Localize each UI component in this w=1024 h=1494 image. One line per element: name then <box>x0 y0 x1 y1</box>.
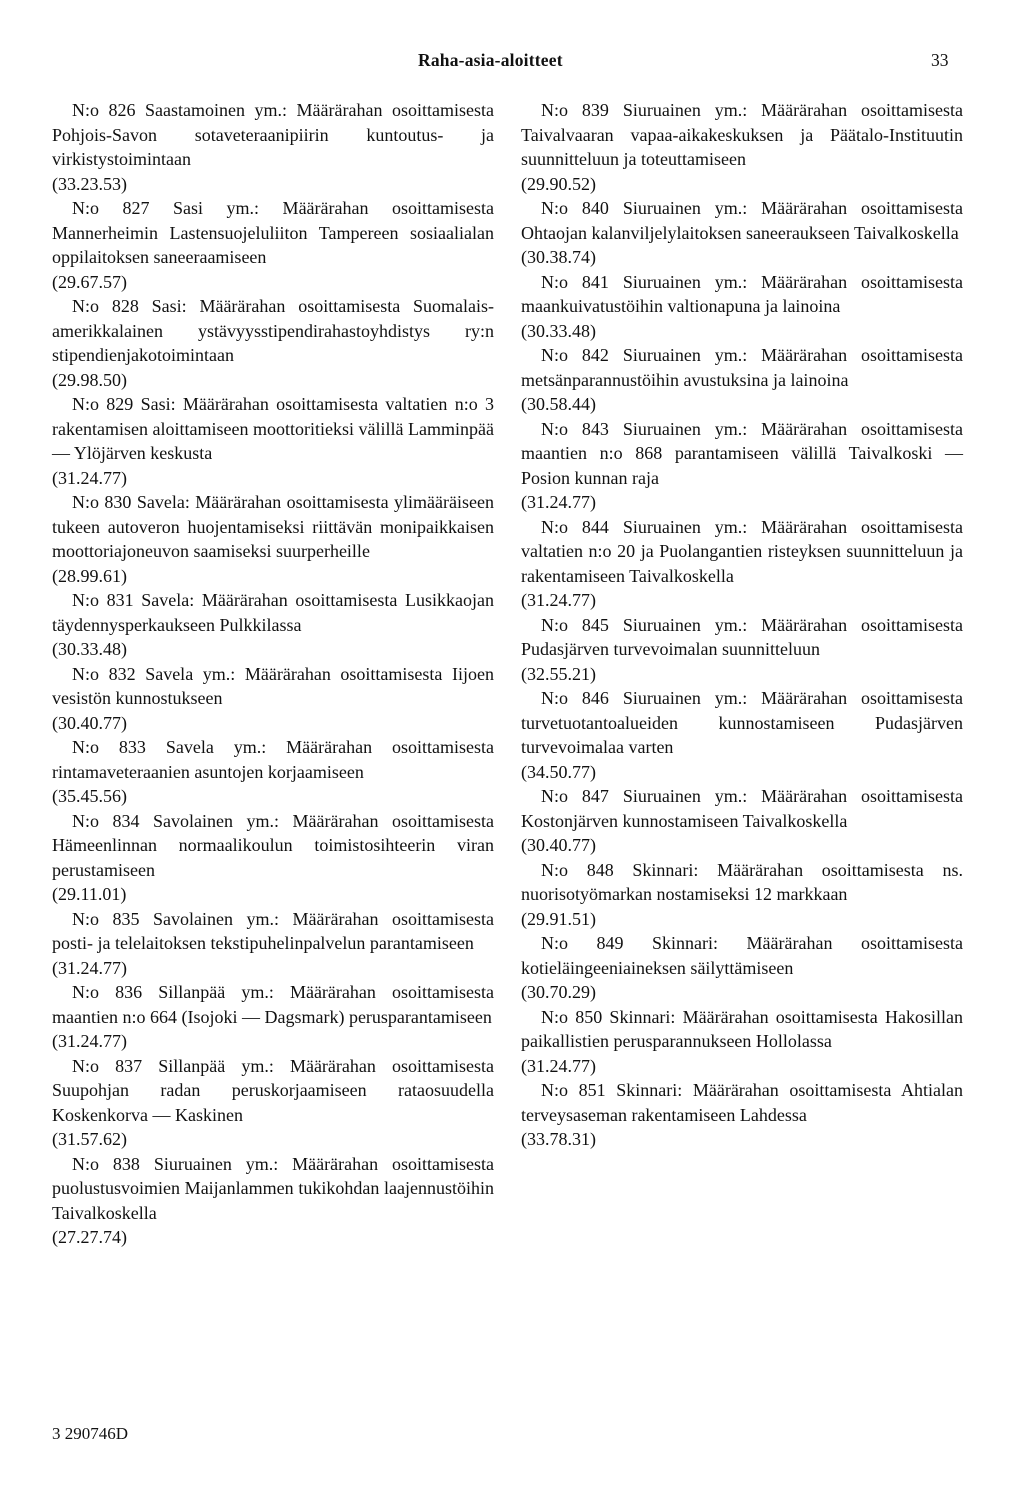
entry-text: N:o 851 Skinnari: Määrärahan osoittamisesta Ahtialan terveysaseman rakentamiseen Lahdessa <box>521 1080 963 1125</box>
budget-code: (34.50.77) <box>521 761 596 782</box>
list-item <box>52 809 494 907</box>
budget-code: (29.11.01) <box>52 884 127 904</box>
budget-code: (32.55.21) <box>521 663 596 684</box>
list-item <box>521 515 963 613</box>
entry-text: N:o 831 Savela: Määrärahan osoittamisesta Lusikkaojan täydennysperkaukseen Pulkkilassa <box>52 590 494 635</box>
budget-code: (29.67.57) <box>52 271 127 292</box>
running-title: Raha-asia-aloitteet <box>418 50 563 70</box>
entry-text: N:o 830 Savela: Määrärahan osoittamisesta ylimääräiseen tukeen autoveron huojentamiseksi riittävän monipaikkaisen moottoriajoneuvon saamiseksi suurperheille <box>52 492 494 561</box>
budget-code: (28.99.61) <box>52 565 127 586</box>
list-item <box>521 343 963 417</box>
list-item <box>521 270 963 344</box>
page-header <box>0 50 1024 74</box>
entry-text: N:o 850 Skinnari: Määrärahan osoittamisesta Hakosillan paikallistien perusparannukseen Hollolassa <box>521 1006 963 1051</box>
list-item <box>521 1078 963 1152</box>
left-column <box>52 98 494 1250</box>
list-item <box>52 1054 494 1152</box>
entry-text: N:o 832 Savela ym.: Määrärahan osoittamisesta Iijoen vesistön kunnostukseen <box>52 663 494 708</box>
budget-code: (31.24.77) <box>521 590 596 610</box>
budget-code: (30.58.44) <box>521 394 596 414</box>
entry-text: N:o 848 Skinnari: Määrärahan osoittamisesta ns. nuorisotyömarkan nostamiseksi 12 markkaan <box>521 859 963 904</box>
budget-code: (33.78.31) <box>521 1129 596 1149</box>
list-item <box>52 1152 494 1250</box>
budget-code: (30.40.77) <box>52 712 127 733</box>
entry-text: N:o 846 Siuruainen ym.: Määrärahan osoittamisesta turvetuotantoalueiden kunnostamiseen Pudasjärven turvevoimalaa varten <box>521 688 963 757</box>
entry-text: N:o 833 Savela ym.: Määrärahan osoittamisesta rintamaveteraanien asuntojen korjaamiseen <box>52 737 494 782</box>
budget-code: (31.24.77) <box>52 957 127 978</box>
list-item <box>52 907 494 981</box>
list-item <box>521 784 963 858</box>
entry-text: N:o 838 Siuruainen ym.: Määrärahan osoittamisesta puolustusvoimien Maijanlammen tukikohdan laajennustöihin Taivalkoskella <box>52 1153 494 1223</box>
budget-code: (35.45.56) <box>52 786 127 806</box>
budget-code: (31.24.77) <box>521 492 596 512</box>
budget-code: (31.24.77) <box>52 1031 127 1051</box>
entry-text: N:o 827 Sasi ym.: Määrärahan osoittamisesta Mannerheimin Lastensuojeluliiton Tampereen sosiaalialan oppilaitoksen saneeraamiseen <box>52 198 494 267</box>
list-item <box>52 662 494 736</box>
list-item <box>521 417 963 515</box>
list-item <box>52 588 494 662</box>
entry-text: N:o 840 Siuruainen ym.: Määrärahan osoittamisesta Ohtaojan kalanviljelylaitoksen saneeraukseen Taivalkoskella <box>521 198 963 243</box>
list-item <box>521 613 963 687</box>
list-item <box>521 858 963 932</box>
right-column <box>521 98 963 1152</box>
budget-code: (29.90.52) <box>521 173 596 194</box>
budget-code: (31.24.77) <box>521 1055 596 1076</box>
page-number: 33 <box>931 50 949 70</box>
list-item <box>521 98 963 196</box>
budget-code: (29.98.50) <box>52 369 127 390</box>
budget-code: (31.57.62) <box>52 1129 127 1149</box>
entry-text: N:o 826 Saastamoinen ym.: Määrärahan osoittamisesta Pohjois-Savon sotaveteraanipiirin kuntoutus- ja virkistystoimintaan <box>52 100 494 169</box>
entry-text: N:o 837 Sillanpää ym.: Määrärahan osoittamisesta Suupohjan radan peruskorjaamiseen rataosuudella Koskenkorva — Kaskinen <box>52 1055 494 1125</box>
entry-text: N:o 834 Savolainen ym.: Määrärahan osoittamisesta Hämeenlinnan normaalikoulun toimistosihteerin viran perustamiseen <box>52 810 494 880</box>
entry-text: N:o 829 Sasi: Määrärahan osoittamisesta valtatien n:o 3 rakentamisen aloittamiseen moottoritieksi välillä Lamminpää — Ylöjärven keskusta <box>52 394 494 463</box>
list-item <box>52 735 494 809</box>
entry-text: N:o 849 Skinnari: Määrärahan osoittamisesta kotieläingeeniaineksen säilyttämiseen <box>521 933 963 978</box>
list-item <box>52 98 494 196</box>
entry-text: N:o 847 Siuruainen ym.: Määrärahan osoittamisesta Kostonjärven kunnostamiseen Taivalkoskella <box>521 786 963 831</box>
entry-text: N:o 845 Siuruainen ym.: Määrärahan osoittamisesta Pudasjärven turvevoimalan suunnitteluun <box>521 614 963 659</box>
budget-code: (30.33.48) <box>52 639 127 659</box>
list-item <box>52 980 494 1054</box>
budget-code: (31.24.77) <box>52 467 127 488</box>
entry-text: N:o 828 Sasi: Määrärahan osoittamisesta Suomalais-amerikkalainen ystävyysstipendirahastoyhdistys ry:n stipendienjakotoimintaan <box>52 296 494 365</box>
list-item <box>521 686 963 784</box>
budget-code: (30.70.29) <box>521 982 596 1002</box>
budget-code: (30.40.77) <box>521 835 596 855</box>
entry-text: N:o 841 Siuruainen ym.: Määrärahan osoittamisesta maankuivatustöihin valtionapuna ja lainoina <box>521 271 963 316</box>
entry-text: N:o 836 Sillanpää ym.: Määrärahan osoittamisesta maantien n:o 664 (Isojoki — Dagsmark) perusparantamiseen <box>52 982 494 1027</box>
entry-text: N:o 844 Siuruainen ym.: Määrärahan osoittamisesta valtatien n:o 20 ja Puolangantien risteyksen suunnitteluun ja rakentamiseen Taivalkoskella <box>521 516 963 586</box>
entry-text: N:o 842 Siuruainen ym.: Määrärahan osoittamisesta metsänparannustöihin avustuksina ja lainoina <box>521 345 963 390</box>
list-item <box>52 196 494 294</box>
list-item <box>521 196 963 270</box>
budget-code: (30.38.74) <box>521 247 596 267</box>
list-item <box>521 1005 963 1079</box>
budget-code: (33.23.53) <box>52 173 127 194</box>
entry-text: N:o 843 Siuruainen ym.: Määrärahan osoittamisesta maantien n:o 868 parantamiseen välillä Taivalkoski — Posion kunnan raja <box>521 418 963 488</box>
entry-text: N:o 839 Siuruainen ym.: Määrärahan osoittamisesta Taivalvaaran vapaa-aikakeskuksen ja Päätalo-Instituutin suunnitteluun ja toteuttamiseen <box>521 100 963 169</box>
budget-code: (30.33.48) <box>521 320 596 341</box>
list-item <box>52 294 494 392</box>
budget-code: (29.91.51) <box>521 908 596 929</box>
list-item <box>52 392 494 490</box>
entry-text: N:o 835 Savolainen ym.: Määrärahan osoittamisesta posti- ja telelaitoksen tekstipuhelinpalvelun parantamiseen <box>52 908 494 953</box>
list-item <box>52 490 494 588</box>
list-item <box>521 931 963 1005</box>
budget-code: (27.27.74) <box>52 1227 127 1247</box>
print-code: 3 290746D <box>52 1424 129 1443</box>
